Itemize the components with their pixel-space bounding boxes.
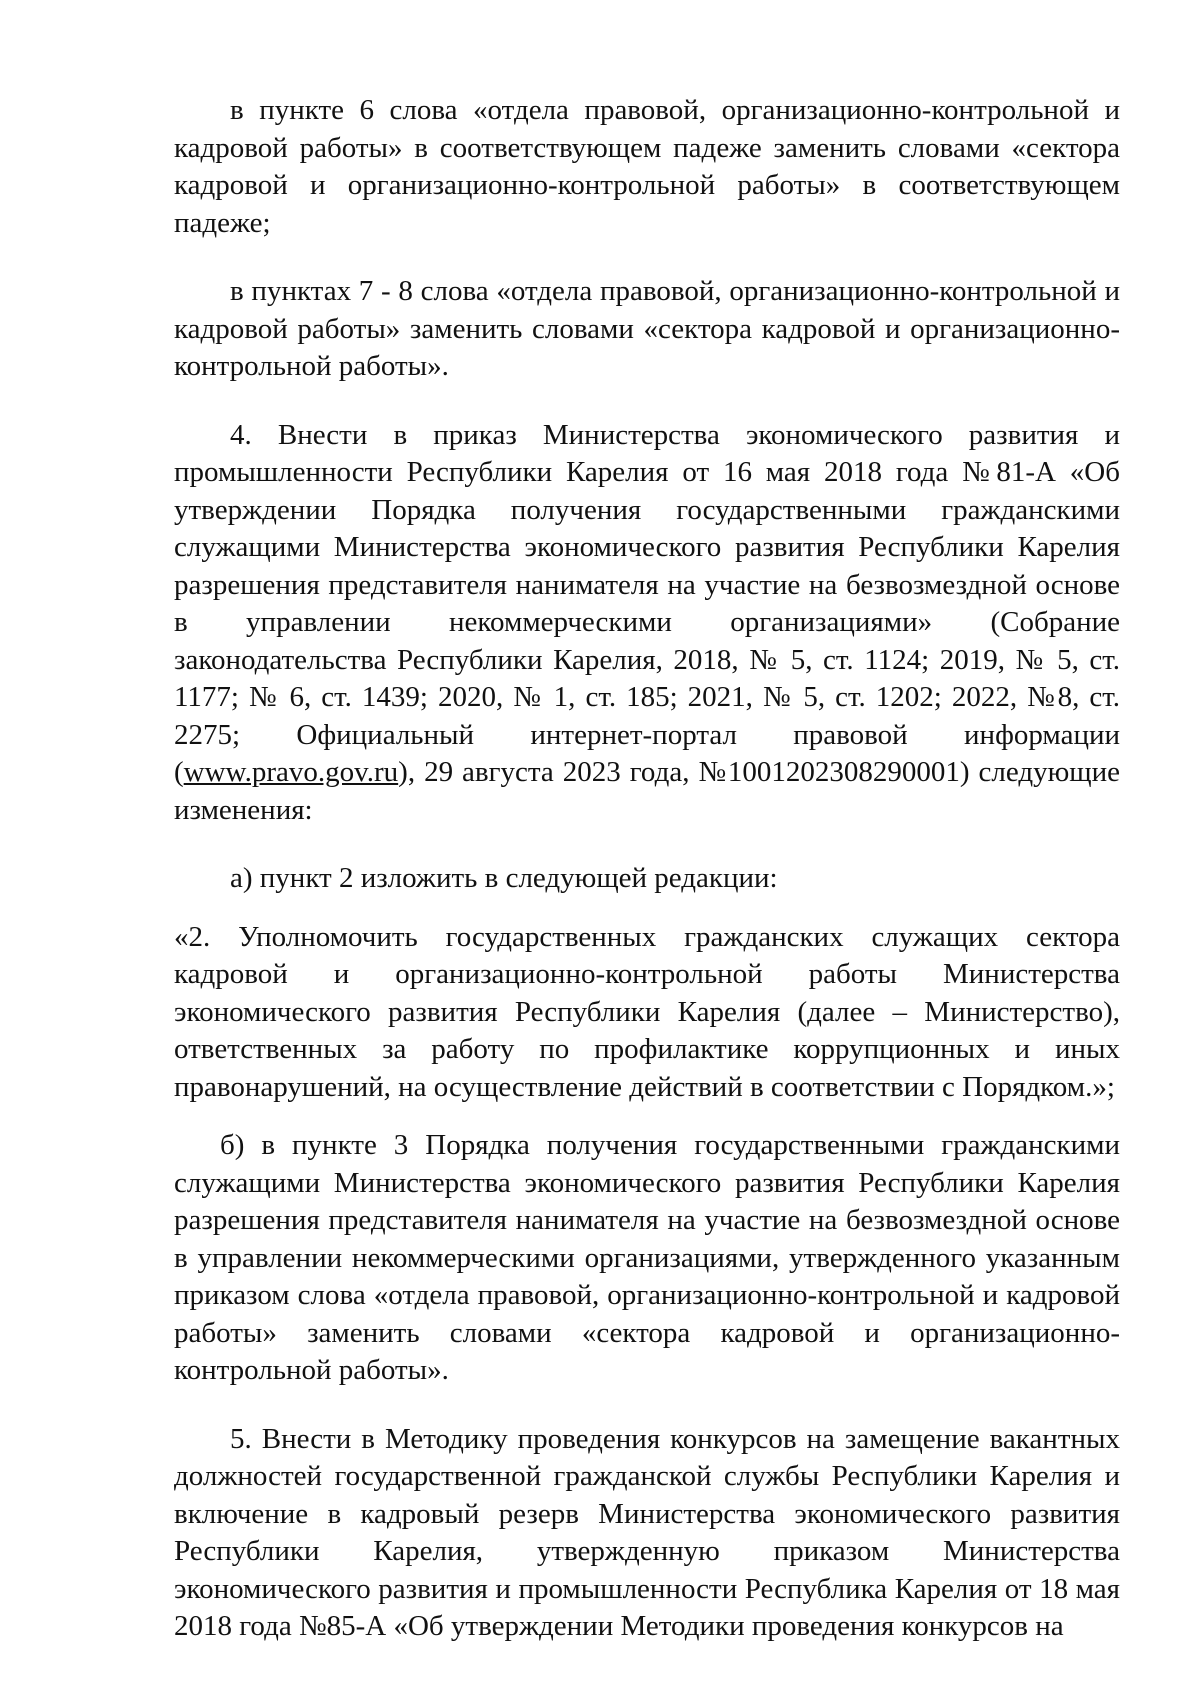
paragraph-item-6-amendment: в пункте 6 слова «отдела правовой, организационно-контрольной и кадровой работы» в соответствующем падеже заменить словами «сектора кадровой и организационно-контрольной работы» в соответствующем падеже; [174, 94, 1120, 239]
paragraph-subitem-b: б) в пункте 3 Порядка получения государственными гражданскими служащими Министерства экономического развития Республики Карелия разрешения представителя нанимателя на участие на безвозмездной основе в управлении некоммерческими организациями, утвержденного указанным приказом слова «отдела правовой, организационно-контрольной и кадровой работы» заменить словами «сектора кадровой и организационно-контрольной работы». [174, 1129, 1120, 1386]
paragraph-section-4 [174, 417, 1120, 830]
document-page [174, 92, 1120, 1646]
paragraph-subitem-a: а) пункт 2 изложить в следующей редакции: [230, 862, 778, 894]
section-4-text-start: 4. Внести в приказ Министерства экономического развития и промышленности Республики Карелия от 16 мая 2018 года №81-А «Об утверждении Порядка получения государственными гражданскими служащими Министерства экономического развития Республики Карелия разрешения представителя нанимателя на участие на безвозмездной основе в управлении некоммерческими организациями» (Собрание законодательства Республики Карелия, 2018, № 5, ст. 1124; 2019, № 5, ст. 1177; № 6, ст. 1439; 2020, № 1, ст. 185; 2021, № 5, ст. 1202; 2022, №8, ст. 2275; Официальный интернет-портал правовой информации ( [174, 418, 1120, 788]
pravo-gov-link[interactable]: www.pravo.gov.ru [183, 756, 399, 788]
section-4-text-end: ), 29 августа 2023 года, №1001202308290001) следующие изменения: [174, 756, 1120, 826]
paragraph-quoted-item-2: «2. Уполномочить государственных гражданских служащих сектора кадровой и организационно-контрольной работы Министерства экономического развития Республики Карелия (далее – Министерство), ответственных за работу по профилактике коррупционных и иных правонарушений, на осуществление действий в соответствии с Порядком.»; [174, 920, 1120, 1103]
paragraph-section-5: 5. Внести в Методику проведения конкурсов на замещение вакантных должностей государственной гражданской службы Республики Карелия и включение в кадровый резерв Министерства экономического развития Республики Карелия, утвержденную приказом Министерства экономического развития и промышленности Республика Карелия от 18 мая 2018 года №85-А «Об утверждении Методики проведения конкурсов на [174, 1422, 1120, 1642]
paragraph-items-7-8-amendment: в пунктах 7 - 8 слова «отдела правовой, организационно-контрольной и кадровой работы» заменить словами «сектора кадровой и организационно-контрольной работы». [174, 275, 1120, 382]
